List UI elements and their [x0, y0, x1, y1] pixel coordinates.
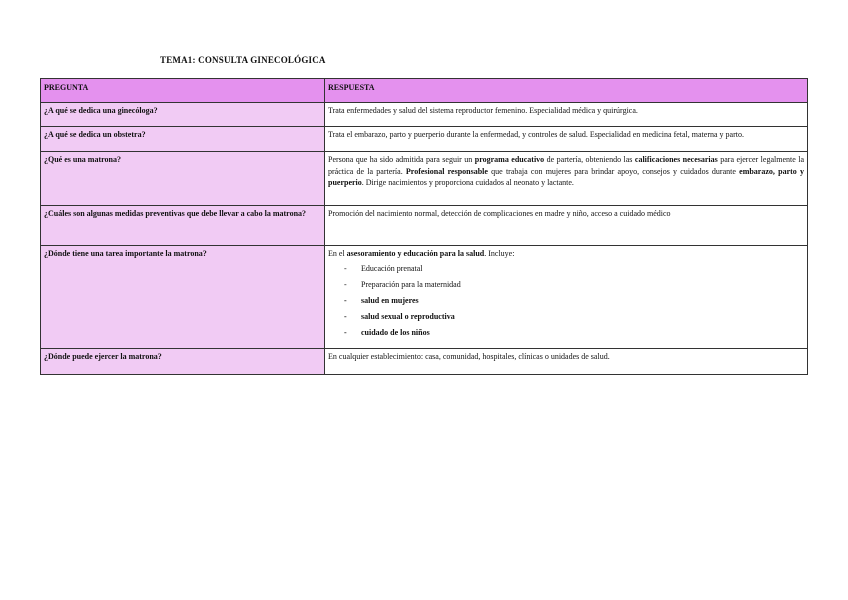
table-row — [41, 127, 808, 152]
list-item: - salud sexual o reproductiva — [348, 309, 804, 325]
table-row — [41, 349, 808, 375]
list-item: - cuidado de los niños — [348, 325, 804, 341]
answer-emphasis: programa educativo — [474, 155, 545, 164]
list-item: - salud en mujeres — [348, 293, 804, 309]
answer-text: . Incluye: — [484, 249, 515, 258]
answer-text: En el — [328, 249, 347, 258]
question-cell: ¿A qué se dedica un obstetra? — [41, 127, 325, 152]
table-row — [41, 103, 808, 127]
question-cell: ¿A qué se dedica una ginecóloga? — [41, 103, 325, 127]
question-cell: ¿Cuáles son algunas medidas preventivas que debe llevar a cabo la matrona? — [41, 206, 325, 246]
qa-table — [40, 78, 808, 375]
table-header-row — [41, 79, 808, 103]
list-item: - Educación prenatal — [348, 261, 804, 277]
answer-text: Persona que ha sido admitida para seguir un — [328, 155, 475, 164]
question-cell: ¿Dónde puede ejercer la matrona? — [41, 349, 325, 375]
answer-text: que trabaja con mujeres para brindar apoyo, consejos y cuidados durante — [487, 166, 740, 176]
answer-cell: En cualquier establecimiento: casa, comunidad, hospitales, clínicas o unidades de salud. — [325, 349, 808, 375]
answer-intro — [328, 248, 804, 260]
answer-cell: Promoción del nacimiento normal, detección de complicaciones en madre y niño, acceso a cuidado médico — [325, 206, 808, 246]
header-question: PREGUNTA — [41, 79, 325, 103]
answer-emphasis: Profesional responsable — [405, 166, 488, 176]
answer-emphasis: asesoramiento y educación para la salud — [346, 249, 485, 258]
answer-list — [328, 261, 804, 341]
answer-cell — [325, 246, 808, 349]
answer-text: . Dirige nacimientos y proporciona cuidados al neonato y lactante. — [361, 178, 574, 188]
document-title: TEMA1: CONSULTA GINECOLÓGICA — [160, 55, 326, 65]
answer-emphasis: calificaciones necesarias — [634, 155, 718, 164]
question-cell: ¿Qué es una matrona? — [41, 152, 325, 206]
list-item: - Preparación para la maternidad — [348, 277, 804, 293]
table-row — [41, 206, 808, 246]
answer-cell: Trata enfermedades y salud del sistema reproductor femenino. Especialidad médica y quirúrgica. — [325, 103, 808, 127]
answer-emphasis: embarazo, parto y puerperio — [328, 166, 804, 188]
table-row — [41, 152, 808, 206]
answer-cell: Trata el embarazo, parto y puerperio durante la enfermedad, y controles de salud. Especialidad en medicina fetal, materna y parto. — [325, 127, 808, 152]
question-cell: ¿Dónde tiene una tarea importante la matrona? — [41, 246, 325, 349]
table-row — [41, 246, 808, 349]
answer-cell — [325, 152, 808, 206]
answer-text: para ejercer legalmente la práctica de la partería. — [328, 155, 805, 176]
answer-text: de partería, obteniendo las — [544, 155, 635, 164]
header-answer: RESPUESTA — [325, 79, 808, 103]
